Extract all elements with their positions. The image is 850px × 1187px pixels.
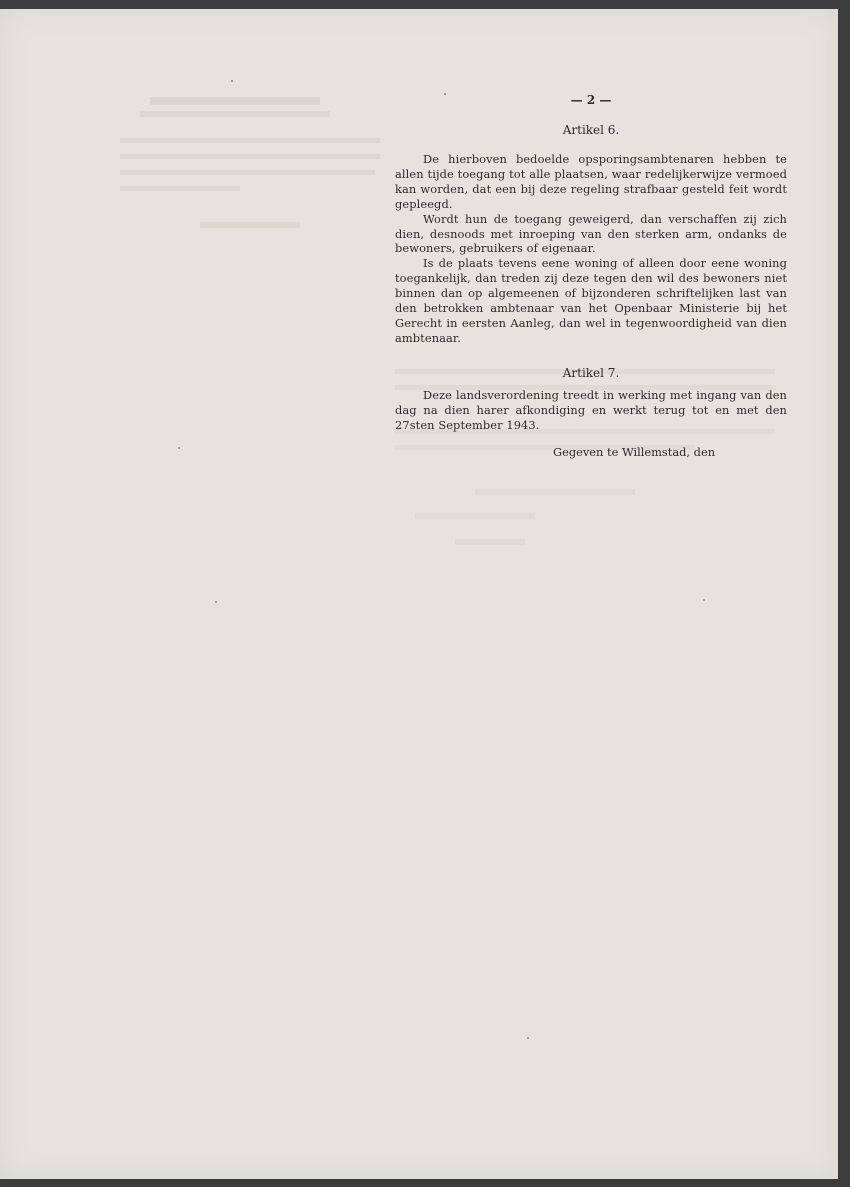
- scan-speck: [231, 80, 233, 82]
- bleed-through-header: [140, 93, 340, 127]
- article-6-paragraph: Is de plaats tevens eene woning of alleen door eene woning toegankelijk, dan treden zij deze tegen den wil des bewoners niet binnen dan op algemeenen of bijzonderen schriftelijken last van den betrokken ambtenaar van het Openbaar Ministerie bij het Gerecht in eersten Aanleg, dan wel in tegenwoordigheid van dien ambtenaar.: [395, 256, 787, 345]
- article-6-heading: Artikel 6.: [562, 123, 620, 137]
- page-number: — 2 —: [570, 93, 612, 107]
- article-7-heading: Artikel 7.: [562, 366, 620, 380]
- article-7-body: [395, 388, 787, 433]
- article-6-paragraph: De hierboven bedoelde opsporingsambtenaren hebben te allen tijde toegang tot alle plaatsen, waar redelijkerwijze vermoed kan worden, dat een bij deze regeling strafbaar gesteld feit wordt gepleegd.: [395, 152, 787, 211]
- signoff-line: Gegeven te Willemstad, den: [553, 445, 716, 459]
- scan-speck: [527, 1037, 529, 1039]
- scan-speck: [703, 599, 705, 601]
- document-page: [0, 9, 838, 1179]
- scan-border-bottom: [0, 1179, 850, 1187]
- article-6-body: [395, 152, 787, 346]
- bleed-through-block-right: [395, 349, 795, 573]
- scan-speck: [444, 93, 446, 95]
- scan-speck: [215, 601, 217, 603]
- article-6-paragraph: Wordt hun de toegang geweigerd, dan verschaffen zij zich dien, desnoods met inroeping van den sterken arm, ondanks de bewoners, gebruikers of eigenaar.: [395, 211, 787, 256]
- scan-border-top: [0, 0, 850, 9]
- article-7-paragraph: Deze landsverordening treedt in werking met ingang van den dag na dien harer afkondiging en werkt terug tot en met den 27sten September 1943.: [395, 388, 787, 432]
- scan-border-right: [838, 0, 850, 1187]
- scan-speck: [178, 447, 180, 449]
- bleed-through-block-left: [120, 134, 390, 248]
